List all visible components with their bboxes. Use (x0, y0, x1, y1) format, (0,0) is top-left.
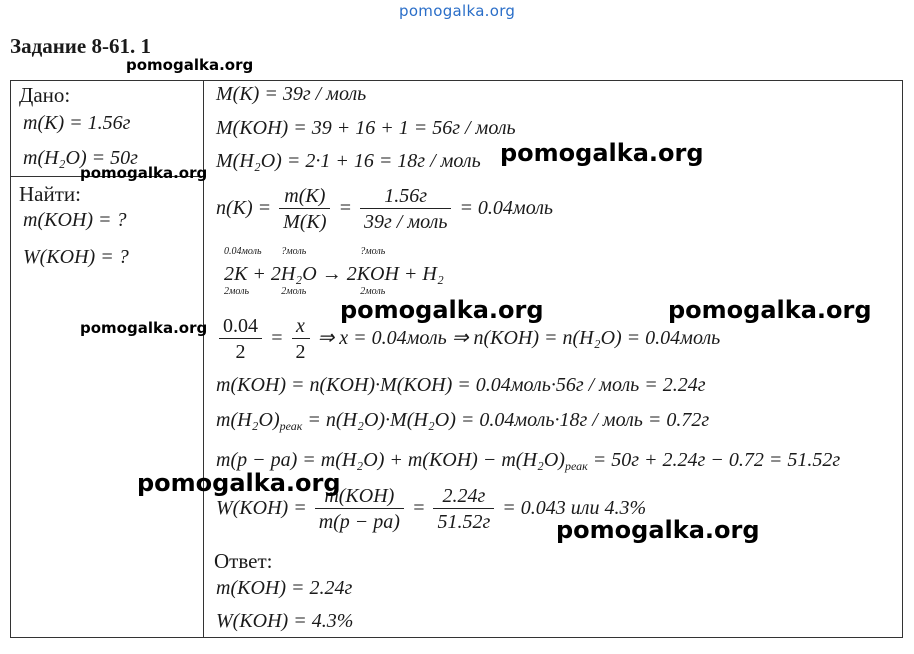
frac-numerator: x (292, 314, 310, 339)
moles-k-fraction-2 (360, 184, 451, 235)
equals-sign: = (411, 497, 426, 520)
answer-fraction-koh: W(KOH) = 4.3% (216, 610, 354, 632)
reaction-equation (224, 246, 444, 297)
moles-k-lhs: n(K) = (216, 197, 272, 220)
frac-numerator: 0.04 (219, 314, 262, 339)
formula: 2K (224, 263, 248, 285)
formula: 2H₂O (270, 263, 317, 285)
frac-numerator: 2.24г (433, 484, 494, 509)
frac-numerator: 1.56г (360, 184, 451, 209)
find-fraction-koh: W(KOH) = ? (23, 246, 129, 268)
annotation-over: ?моль (360, 246, 386, 257)
product-koh (346, 246, 399, 297)
annotation-under: 2моль (281, 286, 307, 297)
frac-denominator: 2 (235, 341, 246, 363)
find-header: Найти: (19, 182, 81, 206)
frac-denominator: m(р − ра) (318, 511, 400, 533)
molar-mass-h2o: M(H₂O) = 2·1 + 16 = 18г / моль (216, 150, 481, 172)
given-mass-k: m(K) = 1.56г (23, 112, 131, 134)
subscript: реак (564, 459, 588, 473)
equals-sign: = (270, 327, 284, 350)
rhs: = n(H₂O)·M(H₂O) = 0.04моль·18г / моль = 0.72г (307, 409, 710, 431)
frac-denominator: 39г / моль (363, 211, 448, 233)
lhs: m(H₂O) (216, 409, 280, 431)
annotation-over: ?моль (281, 246, 307, 257)
watermark-8[interactable]: pomogalka.org (556, 516, 760, 544)
reaction-arrow: → (321, 263, 342, 285)
moles-k-result: = 0.04моль (459, 197, 554, 220)
proportion-fraction-1 (219, 314, 262, 365)
find-mass-koh: m(KOH) = ? (23, 209, 127, 231)
given-mass-h2o: m(H₂O) = 50г (23, 147, 138, 169)
frac-denominator: 2 (295, 341, 306, 363)
answer-mass-koh: m(KOH) = 2.24г (216, 577, 353, 599)
mass-fraction-fraction-2 (433, 484, 494, 535)
formula: 2KOH (346, 263, 399, 285)
rhs: = 50г + 2.24г − 0.72 = 51.52г (592, 449, 841, 471)
plus-sign: + (252, 263, 266, 285)
watermark-6[interactable]: pomogalka.org (80, 319, 208, 337)
annotation-over: 0.04моль (224, 246, 262, 257)
frac-numerator: m(K) (279, 184, 330, 209)
watermark-5[interactable]: pomogalka.org (668, 296, 872, 324)
given-header: Дано: (19, 83, 71, 107)
frac-denominator: M(K) (283, 211, 327, 233)
moles-k-equation (216, 184, 553, 235)
proportion-fraction-2 (292, 314, 310, 365)
watermark-4[interactable]: pomogalka.org (340, 296, 544, 324)
task-title: Задание 8-61. 1 (10, 34, 151, 58)
watermark-1[interactable]: pomogalka.org (126, 56, 254, 74)
lhs: m(р − ра) = m(H₂O) + m(KOH) − m(H₂O) (216, 449, 565, 471)
annotation-under: 2моль (224, 286, 250, 297)
watermark-3[interactable]: pomogalka.org (80, 164, 208, 182)
watermark-2[interactable]: pomogalka.org (500, 139, 704, 167)
reactant-h2o (270, 246, 317, 297)
subscript: реак (279, 419, 303, 433)
lhs: W(KOH) = (216, 497, 307, 520)
mass-fraction-result: = 0.043 или 4.3% (502, 497, 647, 520)
molar-mass-k: M(K) = 39г / моль (216, 83, 367, 105)
equals-sign: = (338, 197, 352, 220)
product-h2: + H₂ (403, 263, 444, 285)
proportion-result: ⇒ x = 0.04моль ⇒ n(KOH) = n(H₂O) = 0.04моль (317, 327, 721, 350)
answer-header: Ответ: (214, 549, 273, 573)
mass-h2o-reacted-calc (216, 409, 709, 434)
reactant-k (224, 246, 262, 297)
frac-denominator: 51.52г (437, 511, 491, 533)
frac-numerator: m(KOH) (315, 484, 404, 509)
watermark-7[interactable]: pomogalka.org (137, 469, 341, 497)
molar-mass-koh: M(KOH) = 39 + 16 + 1 = 56г / моль (216, 117, 516, 139)
moles-k-fraction-1 (279, 184, 330, 235)
mass-koh-calc: m(KOH) = n(KOH)·M(KOH) = 0.04моль·56г / моль = 2.24г (216, 374, 706, 396)
annotation-under: 2моль (360, 286, 386, 297)
watermark-top[interactable]: pomogalka.org (399, 2, 516, 20)
